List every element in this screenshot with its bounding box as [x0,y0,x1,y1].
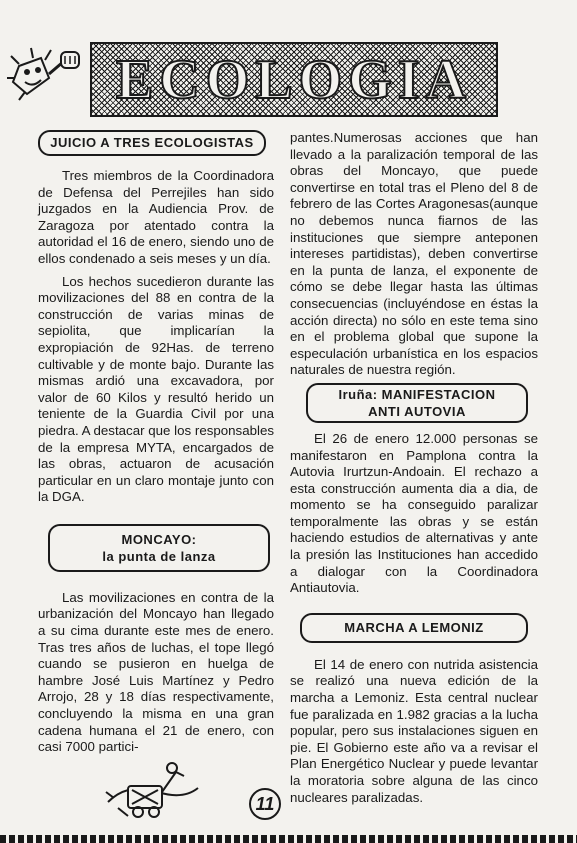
page-number: 11 [249,788,281,820]
heading-line: MONCAYO: [121,531,197,547]
article-paragraph: Tres miembros de la Coordinadora de Defensa del Perrejiles han sido juzgados en la Audiencia Prov. de Zaragoza por atentado contra la autoridad el 16 de enero, siendo uno de ellos condenado a seis meses y un día. [38,168,274,266]
article-paragraph: Los hechos sucedieron durante las movilizaciones del 88 en contra de la construcción de varias minas de sepiolita, que implicarían la expropiación de 92Has. de terreno cultivable y de monte bajo. Durante las mismas ardió una excavadora, por valor de 60 Kilos y resultó herido un teniente de la Guardia Civil por una piedra. A destacar que los responsables de la empresa MYTA, encargados de las obras, actuaron de acusación particular en un claro montaje junto con la DGA. [38,273,274,505]
protest-doodle-icon [98,752,206,822]
page-title: ECOLOGIA [115,48,473,111]
section-heading-iruna [306,383,528,423]
heading-line: ANTI AUTOVIA [368,403,466,419]
bottom-border [0,835,577,843]
sun-fist-mascot-icon [5,44,85,114]
heading-line: la punta de lanza [102,548,216,564]
section-heading-moncayo [48,524,270,572]
article-paragraph: El 26 de enero 12.000 personas se manifestaron en Pamplona contra la Autovia Irurtzun-Andoain. El rechazo a esta construcción aumenta dia a dia, de momento se ha conseguido paralizar temporalmente las obras y se están haciendo estudios de alternativas y ante la presión las Instituciones han accedido a dialogar con la Coordinadora Antiautovia. [290,430,538,596]
right-column [290,130,538,806]
left-column [38,130,274,756]
section-heading-juicio: JUICIO A TRES ECOLOGISTAS [38,130,266,156]
section-heading-lemoniz: MARCHA A LEMONIZ [300,613,528,643]
article-paragraph: El 14 de enero con nutrida asistencia se realizó una nueva edición de la marcha a Lemoniz. Esta central nuclear fue paralizada en 1.982 gracias a la lucha popular, pero sus instalaciones siguen en pie. El Gobierno este año va a revisar el Plan Energético Nuclear y puede levantar la moratoria sobre alguna de las cinco nucleares paralizadas. [290,656,538,805]
header-banner [90,42,498,117]
article-paragraph: pantes.Numerosas acciones que han llevado a la paralización temporal de las obras del Moncayo, que puede convertirse en total tras el Pleno del 8 de febrero de las Cortes Aragonesas(aunque no debemos nunca fiarnos de las instituciones que siempre anteponen intereses partidistas), deben convertirse en la punta de lanza, el exponente de cómo se debe llegar hasta las últimas consecuencias (incluyéndose en éstas la acción directa) no sólo en este tema sino en el problema global que supone la especulación urbanística en los espacios naturales de nuestra región. [290,130,538,378]
heading-line: Iruña: MANIFESTACION [338,386,496,402]
article-paragraph: Las movilizaciones en contra de la urbanización del Moncayo han llegado a su cima durante este mes de enero. Tras tres años de luchas, el tope llegó cuando se pusieron en huelga de hambre José Luis Martínez y Pedro Arrojo, 28 y 18 días respectivamente, concluyendo la misma en una gran cadena humana el 21 de enero, con casi 7000 partici- [38,589,274,755]
